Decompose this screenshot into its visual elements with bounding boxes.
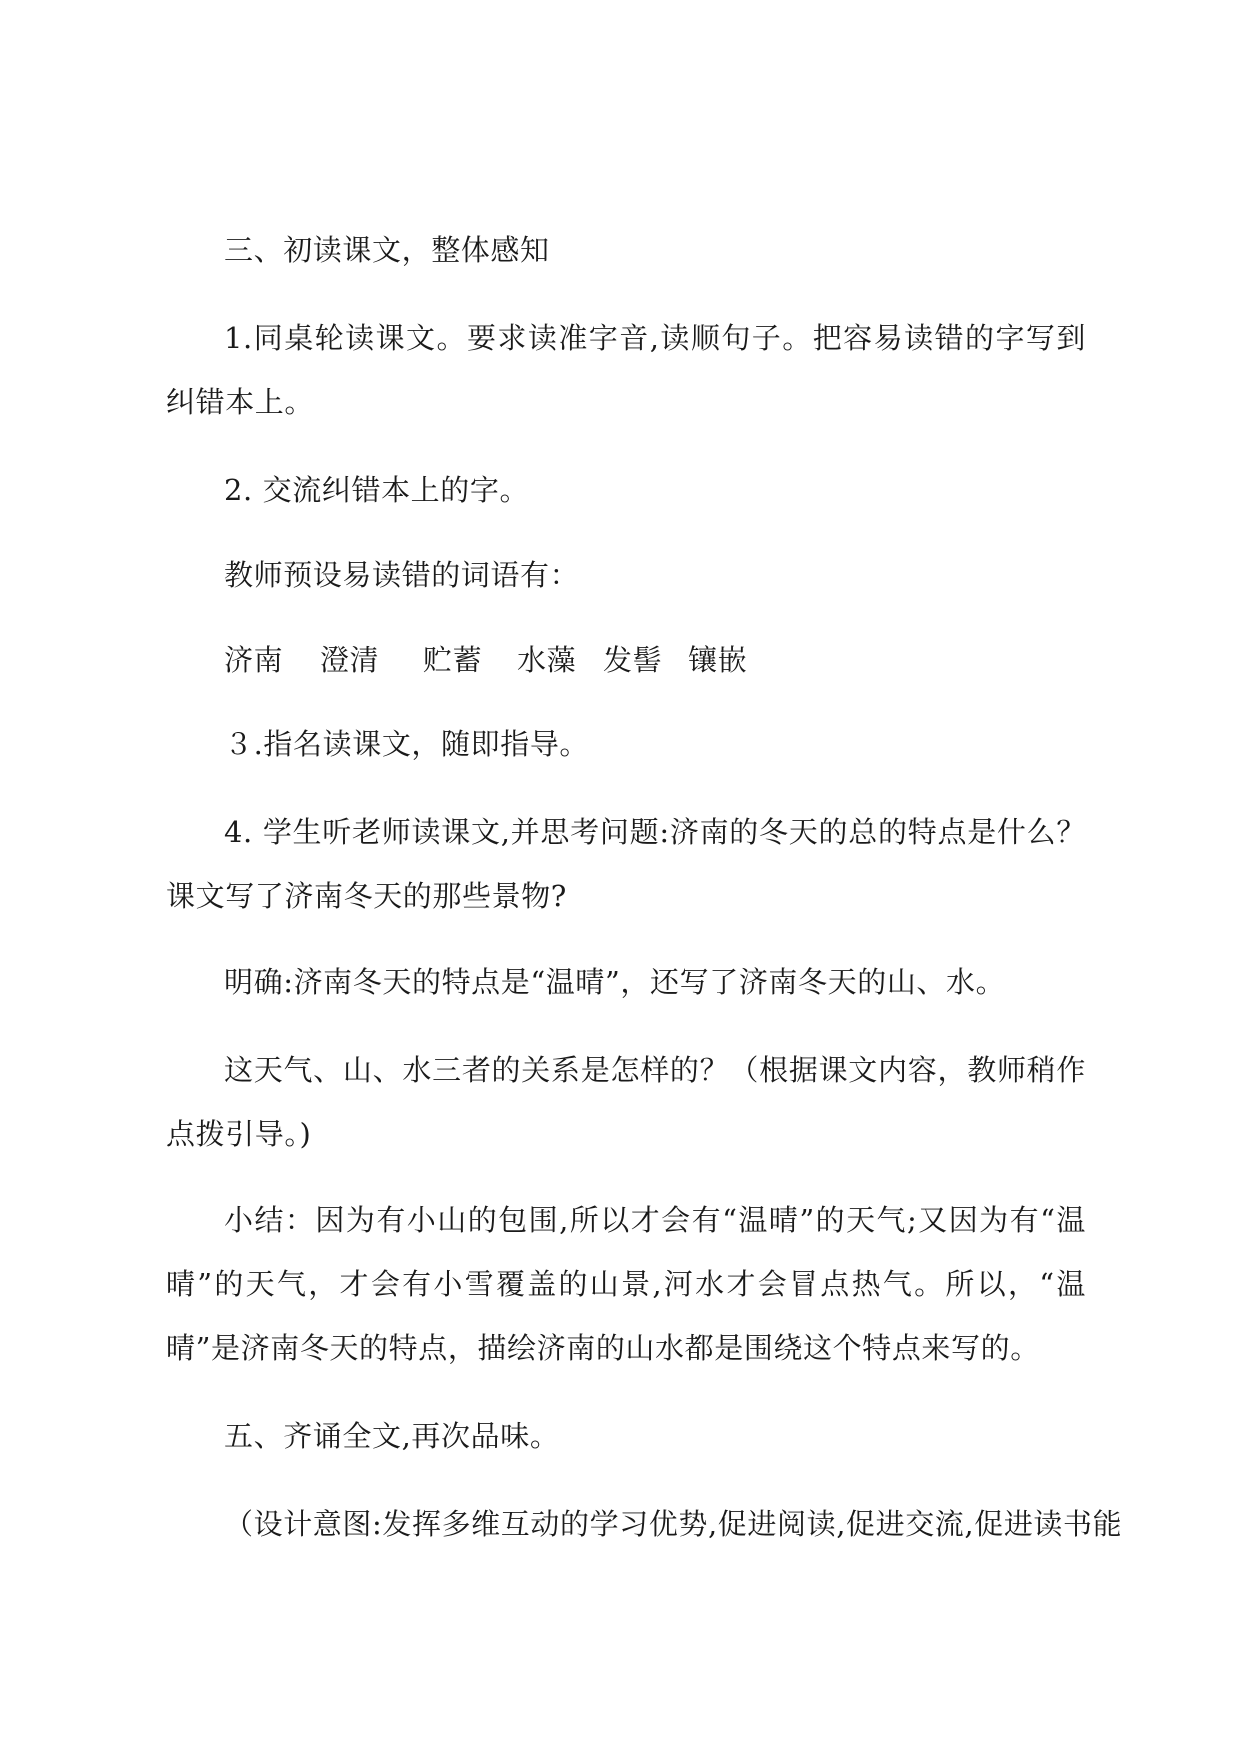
clarify-paragraph: 明确:济南冬天的特点是“温晴”，还写了济南冬天的山、水。 (224, 965, 1006, 999)
word-item: 发髻 (603, 643, 663, 677)
item-three-paragraph: ３.指名读课文，随即指导。 (224, 727, 590, 761)
word-item: 镶嵌 (688, 643, 748, 677)
word-item: 济南 (224, 643, 284, 677)
item-one-paragraph: 1.同桌轮读课文。要求读准字音,读顺句子。把容易读错的字写到纠错本上。 (166, 321, 1086, 419)
word-item: 澄清 (320, 643, 380, 677)
item-two-paragraph: 2. 交流纠错本上的字。 (224, 473, 530, 507)
section-five-heading: 五、齐诵全文,再次品味。 (224, 1419, 560, 1453)
teacher-preset-label: 教师预设易读错的词语有： (224, 558, 580, 592)
difficult-words-row (224, 628, 1024, 692)
design-intent-paragraph: （设计意图:发挥多维互动的学习优势,促进阅读,促进交流,促进读书能 (224, 1507, 1123, 1541)
word-item: 贮蓄 (423, 643, 483, 677)
word-item: 水藻 (517, 643, 577, 677)
section-three-heading: 三、初读课文，整体感知 (224, 233, 550, 267)
relation-question-paragraph: 这天气、山、水三者的关系是怎样的？（根据课文内容，教师稍作点拨引导。) (166, 1053, 1086, 1151)
item-four-paragraph: 4. 学生听老师读课文,并思考问题:济南的冬天的总的特点是什么？课文写了济南冬天的那些景物? (166, 815, 1086, 913)
summary-paragraph: 小结：因为有小山的包围,所以才会有“温晴”的天气;又因为有“温晴”的天气，才会有小雪覆盖的山景,河水才会冒点热气。所以，“温晴”是济南冬天的特点，描绘济南的山水都是围绕这个特点来写的。 (166, 1203, 1086, 1365)
